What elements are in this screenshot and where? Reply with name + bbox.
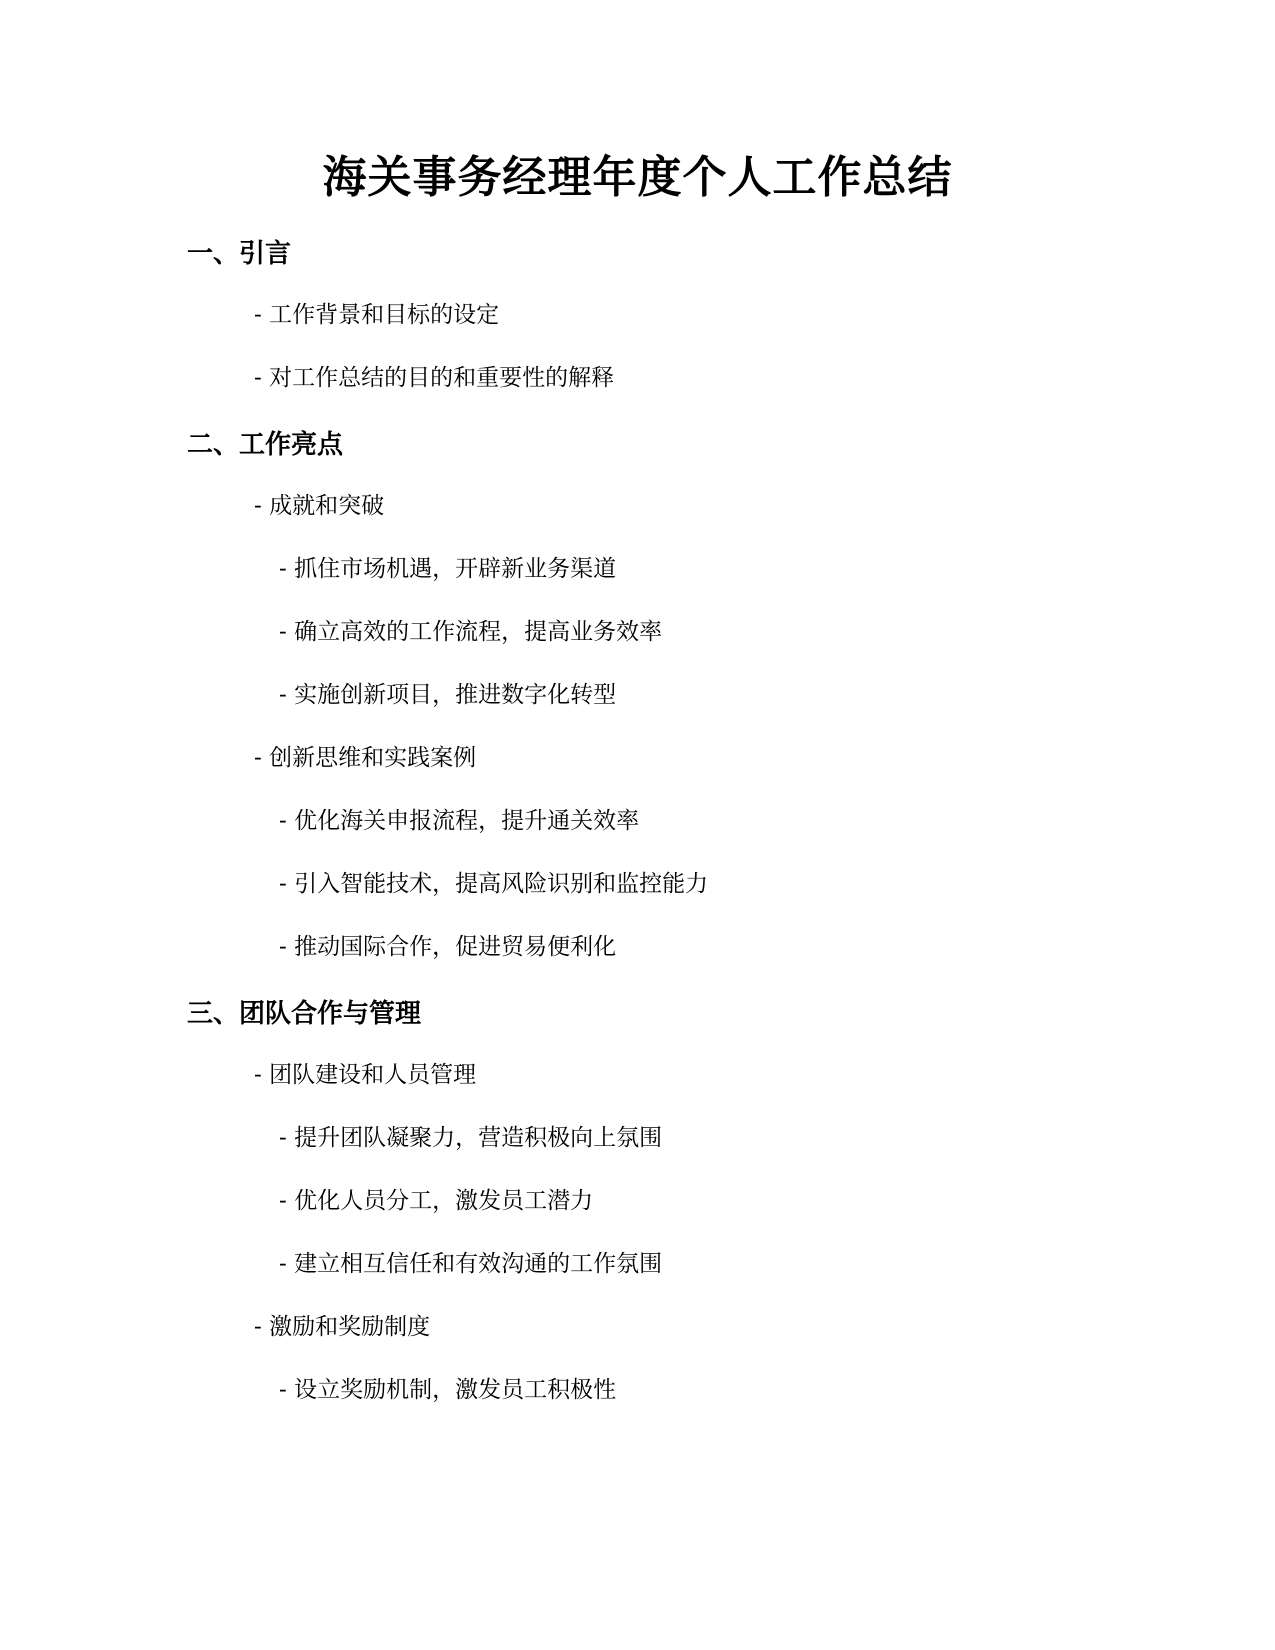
document-title: 海关事务经理年度个人工作总结 [322, 152, 953, 203]
list-item: - 优化海关申报流程，提升通关效率 [279, 808, 640, 834]
section-heading-team: 三、团队合作与管理 [187, 999, 422, 1029]
list-item: - 工作背景和目标的设定 [254, 302, 500, 328]
list-item: - 推动国际合作，促进贸易便利化 [279, 934, 617, 960]
list-item: - 对工作总结的目的和重要性的解释 [254, 365, 615, 391]
section-heading-highlights: 二、工作亮点 [187, 430, 344, 460]
list-item: - 确立高效的工作流程，提高业务效率 [279, 619, 663, 645]
list-item: - 实施创新项目，推进数字化转型 [279, 682, 617, 708]
list-item: - 优化人员分工，激发员工潜力 [279, 1188, 594, 1214]
list-item: - 成就和突破 [254, 493, 385, 519]
list-item: - 激励和奖励制度 [254, 1314, 431, 1340]
list-item: - 提升团队凝聚力，营造积极向上氛围 [279, 1125, 663, 1151]
section-heading-intro: 一、引言 [187, 239, 292, 269]
list-item: - 引入智能技术，提高风险识别和监控能力 [279, 871, 709, 897]
list-item: - 团队建设和人员管理 [254, 1062, 477, 1088]
list-item: - 抓住市场机遇，开辟新业务渠道 [279, 556, 617, 582]
list-item: - 建立相互信任和有效沟通的工作氛围 [279, 1251, 663, 1277]
list-item: - 设立奖励机制，激发员工积极性 [279, 1377, 617, 1403]
list-item: - 创新思维和实践案例 [254, 745, 477, 771]
